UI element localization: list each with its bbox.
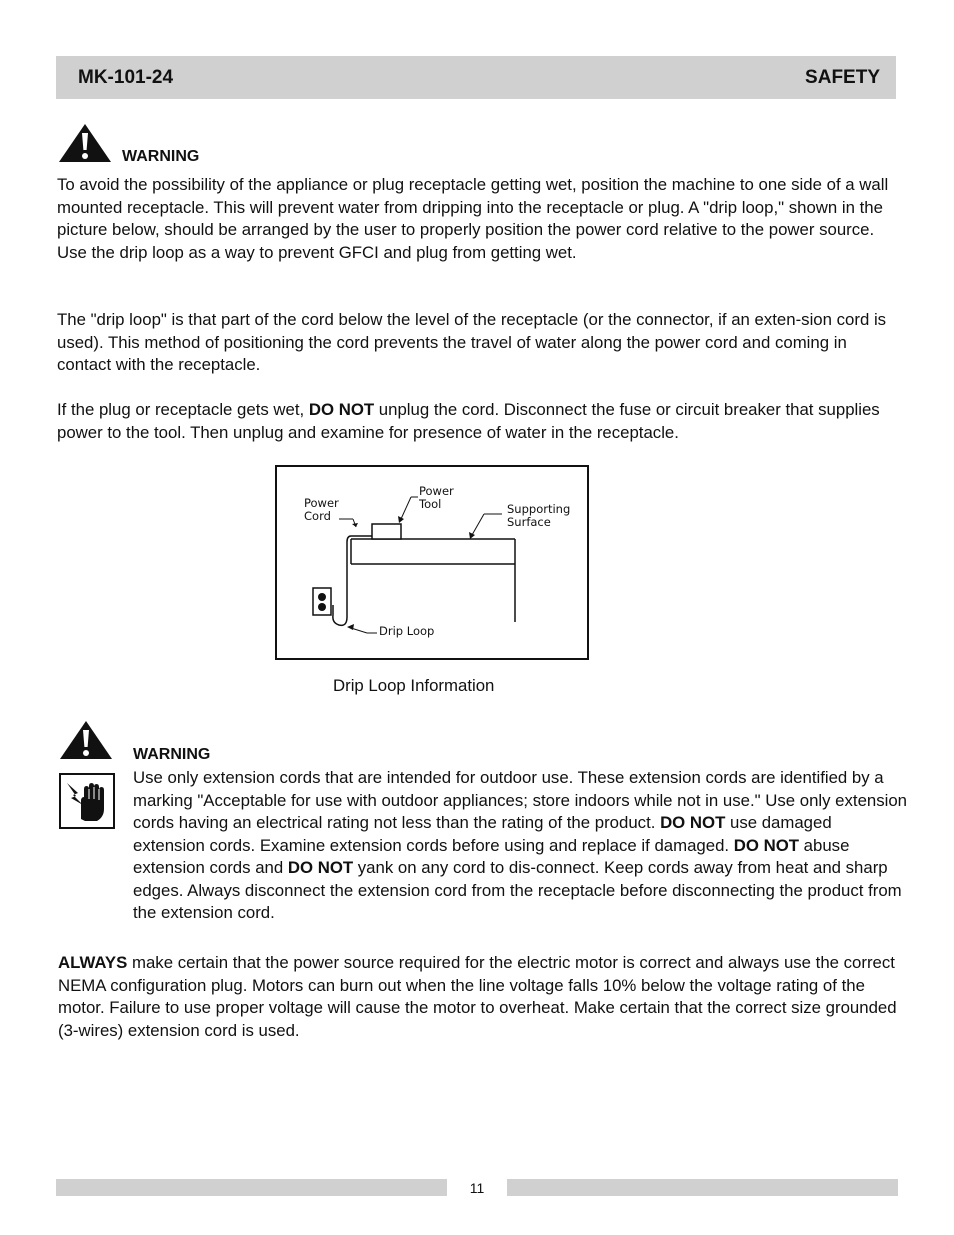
bold-always: ALWAYS [58,953,128,972]
warning-label-1: WARNING [122,148,200,165]
label-line: Supporting [507,502,571,516]
label-power-cord [304,497,339,523]
label-line: Surface [507,515,551,529]
text-span: unplug the cord. Disconnect the fuse or circuit breaker that supplies power to the tool. Then unplug and examine for presence of water in the receptacle. [57,400,880,442]
warning1-paragraph-2: The "drip loop" is that part of the cord below the level of the receptacle (or the connector, if an exten-sion cord is used). This method of positioning the cord prevents the travel of water along the power cord and coming in contact with the receptacle. [57,310,887,374]
label-supporting-surface [507,503,570,529]
text-span: If the plug or receptacle gets wet, [57,400,309,419]
label-line: Drip Loop [379,624,435,638]
always-paragraph [58,952,903,1042]
warning-label-2: WARNING [133,746,211,763]
footer-bar-left [56,1179,447,1196]
label-line: Power [304,496,339,510]
drip-loop-figure [275,465,589,660]
label-line: Tool [419,497,442,511]
text-span: yank on any cord to dis-connect. Keep cords away from heat and sharp edges. Always disconnect the extension cord from the receptacle before disconnecting the product from the extension cord. [133,858,902,922]
page-number: 11 [469,1180,485,1196]
model-number: MK-101-24 [78,67,174,88]
bold-do-not: DO NOT [287,858,354,877]
text-span: make certain that the power source required for the electric motor is correct and always use the correct NEMA configuration plug. Motors can burn out when the line voltage falls 10% below the voltage rating of the motor. Failure to use proper voltage will cause the motor to overheat. Make certain that the correct size grounded (3-wires) extension cord is used. [58,953,897,1040]
warning2-paragraph [133,767,908,925]
warning-triangle-icon [59,720,113,760]
footer-bar-right [507,1179,898,1196]
label-power-tool [419,485,454,511]
bold-do-not: DO NOT [733,835,800,855]
figure-caption: Drip Loop Information [333,676,495,695]
bold-do-not: DO NOT [308,400,375,419]
text-span: use damaged extension cords. Examine extension cords before using and replace if damaged. [133,813,832,855]
text-span: Use only extension cords that are intended for outdoor use. These extension cords are identified by a marking "Acceptable for use with outdoor appliances; store indoors while not in use." Use only extension cords having an electrical rating not less than the rating of the product. [133,768,908,832]
section-title: SAFETY [805,67,880,88]
text-span: abuse extension cords and [133,835,850,877]
label-line: Cord [304,509,331,523]
header-bar [56,56,896,99]
warning-triangle-icon [58,123,112,163]
warning1-paragraph-1: To avoid the possibility of the appliance or plug receptacle getting wet, position the machine to one side of a wall mounted receptacle. This will prevent water from dripping into the receptacle or plug. A "drip loop," shown in the picture below, should be arranged by the user to properly position the power cord relative to the power source. Use the drip loop as a way to prevent GFCI and plug from getting wet. [57,175,889,262]
label-line: Power [419,484,454,498]
warning1-paragraph-3 [57,399,902,444]
bold-do-not: DO NOT [660,813,726,832]
electric-shock-hand-icon [59,773,115,829]
label-drip-loop [379,625,434,638]
